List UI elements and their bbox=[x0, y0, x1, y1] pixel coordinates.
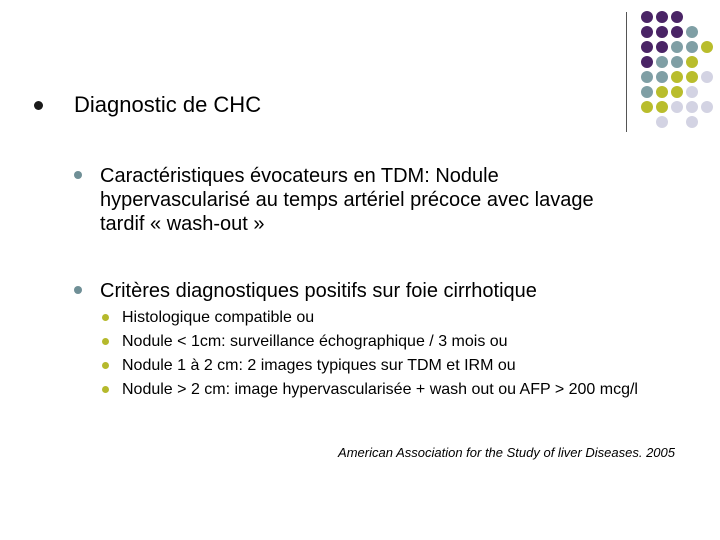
bullet-text: Caractéristiques évocateurs en TDM: Nodule hypervascularisé au temps artériel précoce avec lavage tardif « wash-out » bbox=[100, 165, 594, 235]
dot bbox=[656, 116, 668, 128]
dot bbox=[671, 11, 683, 23]
sub-bullet-text: Nodule < 1cm: surveillance échographique / 3 mois ou bbox=[122, 333, 508, 350]
dot bbox=[656, 56, 668, 68]
sub-bullet-text: Nodule 1 à 2 cm: 2 images typiques sur TDM et IRM ou bbox=[122, 357, 516, 374]
dot bbox=[641, 11, 653, 23]
bullet-dot bbox=[74, 286, 82, 294]
sub-bullet-text: Histologique compatible ou bbox=[122, 309, 315, 326]
dot bbox=[641, 71, 653, 83]
dot bbox=[701, 71, 713, 83]
dot bbox=[686, 71, 698, 83]
sub-bullet-dot bbox=[102, 386, 109, 393]
sub-bullet-dot bbox=[102, 314, 109, 321]
bullet-dot bbox=[74, 171, 82, 179]
dot bbox=[671, 26, 683, 38]
dot bbox=[701, 41, 713, 53]
dot bbox=[671, 101, 683, 113]
dot bbox=[656, 101, 668, 113]
dot bbox=[656, 11, 668, 23]
dot bbox=[641, 41, 653, 53]
bullet-dot bbox=[34, 101, 43, 110]
dot bbox=[641, 26, 653, 38]
dot bbox=[656, 86, 668, 98]
citation: American Association for the Study of liver Diseases. 2005 bbox=[338, 445, 675, 460]
sub-bullet-dot bbox=[102, 362, 109, 369]
dot bbox=[686, 56, 698, 68]
dot bbox=[686, 101, 698, 113]
dot bbox=[671, 86, 683, 98]
dot bbox=[686, 41, 698, 53]
dot bbox=[656, 71, 668, 83]
dot bbox=[641, 86, 653, 98]
bullet-text: Critères diagnostiques positifs sur foie cirrhotique bbox=[100, 280, 537, 302]
dot bbox=[701, 101, 713, 113]
dot bbox=[641, 101, 653, 113]
dot bbox=[671, 71, 683, 83]
dot bbox=[671, 56, 683, 68]
dot bbox=[641, 56, 653, 68]
sub-bullet-text: Nodule > 2 cm: image hypervascularisée + wash out ou AFP > 200 mcg/l bbox=[122, 381, 638, 398]
dot bbox=[656, 41, 668, 53]
slide-title: Diagnostic de CHC bbox=[74, 92, 262, 117]
dot bbox=[686, 86, 698, 98]
sub-bullet-dot bbox=[102, 338, 109, 345]
dot bbox=[686, 26, 698, 38]
vertical-divider bbox=[626, 12, 627, 132]
dot bbox=[671, 41, 683, 53]
dot bbox=[686, 116, 698, 128]
dot bbox=[656, 26, 668, 38]
